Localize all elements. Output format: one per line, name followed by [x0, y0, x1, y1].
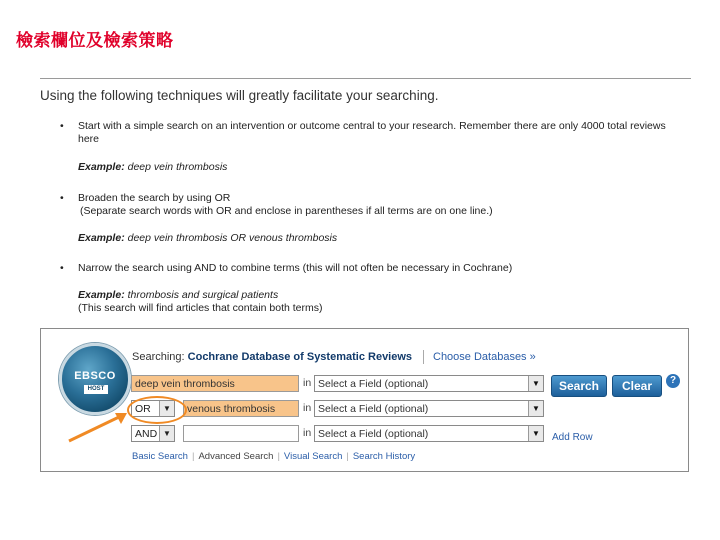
search-term-input[interactable]	[183, 425, 299, 442]
field-select[interactable]	[314, 375, 544, 392]
logo-sub: HOST	[84, 385, 108, 394]
field-select[interactable]	[314, 425, 544, 442]
searching-label: Searching:	[132, 351, 185, 363]
dropdown-arrow-icon: ▼	[528, 401, 543, 416]
tip-item	[60, 120, 668, 145]
bullet: •	[60, 192, 64, 204]
tip-example	[78, 232, 337, 245]
boolean-value: OR	[135, 403, 151, 415]
logo-text: EBSCO	[74, 370, 116, 382]
field-select-value: Select a Field (optional)	[318, 403, 429, 415]
dropdown-arrow-icon: ▼	[159, 426, 174, 441]
tip-note: (Separate search words with OR and enclose in parentheses if all terms are on one line.)	[80, 204, 493, 217]
dropdown-arrow-icon: ▼	[159, 401, 174, 416]
tip-item	[60, 262, 513, 275]
dropdown-arrow-icon: ▼	[528, 426, 543, 441]
tip-example	[78, 289, 323, 314]
in-label: in	[303, 402, 312, 414]
field-select-value: Select a Field (optional)	[318, 378, 429, 390]
searching-line	[132, 351, 412, 363]
in-label: in	[303, 427, 312, 439]
database-name: Cochrane Database of Systematic Reviews	[187, 351, 413, 363]
tip-text: Start with a simple search on an intervention or outcome central to your research. Remember there are only 4000 total reviews here	[78, 120, 666, 145]
example-label: Example:	[78, 232, 125, 244]
search-term-input[interactable]: venous thrombosis	[183, 400, 299, 417]
example-value: deep vein thrombosis	[127, 161, 228, 173]
divider	[40, 78, 691, 79]
ebsco-logo	[59, 343, 131, 415]
bullet: •	[60, 262, 64, 274]
visual-search-link[interactable]: Visual Search	[283, 451, 343, 462]
link-separator: |	[277, 451, 280, 462]
slide-title: 檢索欄位及檢索策略	[16, 31, 174, 51]
search-button[interactable]: Search	[551, 375, 607, 397]
search-mode-links	[132, 451, 415, 462]
advanced-search-link[interactable]: Advanced Search	[198, 451, 274, 462]
tip-example	[78, 161, 227, 174]
add-row-link[interactable]: Add Row	[552, 432, 593, 443]
clear-button[interactable]: Clear	[612, 375, 662, 397]
example-label: Example:	[78, 289, 125, 301]
in-label: in	[303, 377, 312, 389]
help-icon[interactable]: ?	[666, 374, 680, 388]
search-term-input[interactable]: deep vein thrombosis	[131, 375, 299, 392]
search-history-link[interactable]: Search History	[352, 451, 416, 462]
field-select-value: Select a Field (optional)	[318, 428, 429, 440]
field-select[interactable]	[314, 400, 544, 417]
boolean-select[interactable]	[131, 425, 175, 442]
dropdown-arrow-icon: ▼	[528, 376, 543, 391]
bullet: •	[60, 120, 64, 132]
tip-text: Broaden the search by using OR	[78, 192, 231, 204]
example-label: Example:	[78, 161, 125, 173]
search-panel-screenshot	[40, 328, 689, 472]
page-heading: Using the following techniques will greatly facilitate your searching.	[40, 88, 439, 103]
tip-item	[60, 192, 493, 217]
highlight-circle	[127, 396, 187, 424]
example-value: deep vein thrombosis OR venous thrombosis	[127, 232, 338, 244]
boolean-value: AND	[135, 428, 158, 440]
divider	[423, 350, 424, 364]
tip-text: Narrow the search using AND to combine terms (this will not often be necessary in Cochrane)	[78, 262, 513, 274]
link-separator: |	[191, 451, 195, 462]
link-separator: |	[346, 451, 349, 462]
tip-note: (This search will find articles that contain both terms)	[78, 301, 323, 314]
example-value: thrombosis and surgical patients	[127, 289, 279, 301]
basic-search-link[interactable]: Basic Search	[132, 451, 188, 462]
pointer-arrow-icon	[63, 407, 135, 447]
choose-databases-link[interactable]: Choose Databases »	[433, 351, 536, 363]
